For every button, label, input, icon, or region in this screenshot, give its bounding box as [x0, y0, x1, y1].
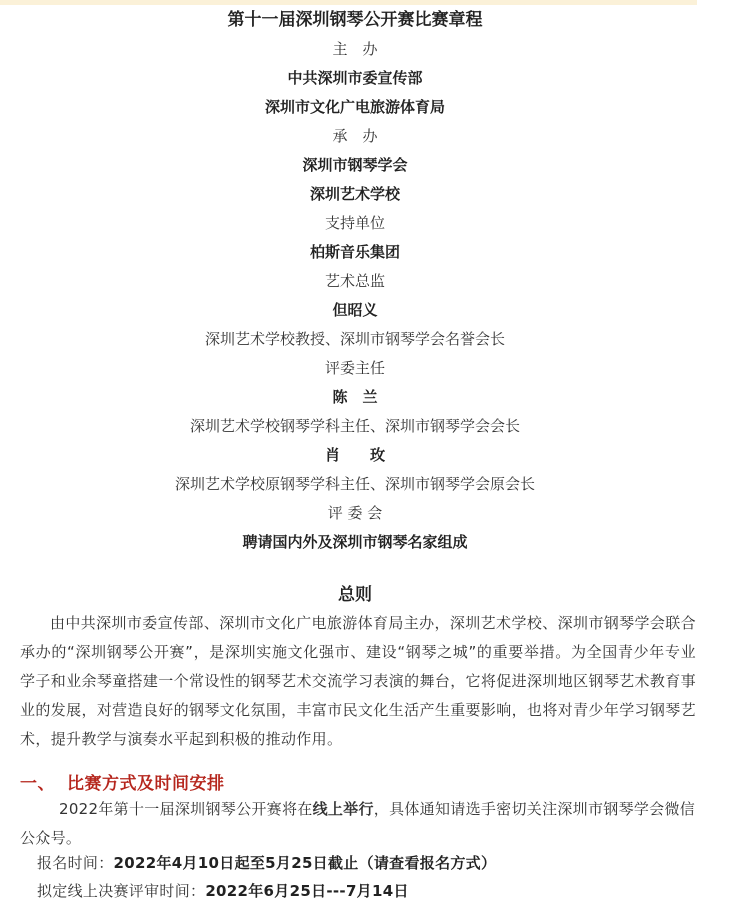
signup-time-row [37, 852, 496, 873]
jury-chair-1-name: 陈 兰 [332, 388, 378, 406]
host-name-1: 中共深圳市委宣传部 [287, 69, 423, 87]
section-1-heading [20, 769, 225, 794]
organizer-label: 承 办 [332, 127, 378, 145]
support-name: 柏斯音乐集团 [309, 243, 400, 261]
section-1-intro-bold: 线上举行 [312, 800, 374, 818]
general-heading: 总则 [338, 585, 372, 605]
final-review-row [37, 880, 409, 901]
art-director-name: 但昭义 [332, 301, 378, 319]
jury-chair-1-title: 深圳艺术学校钢琴学科主任、深圳市钢琴学会会长 [189, 417, 520, 435]
section-1-intro-a: 2022年第十一届深圳钢琴公开赛将在 [59, 800, 313, 818]
host-label: 主 办 [332, 40, 378, 58]
final-review-label: 拟定线上决赛评审时间： [37, 882, 206, 900]
section-1-title: 比赛方式及时间安排 [67, 774, 225, 794]
final-review-value: 2022年6月25日---7月14日 [205, 882, 409, 900]
jury-chair-2-name: 肖 玫 [324, 446, 385, 464]
credits-block [0, 6, 710, 557]
host-name-2: 深圳市文化广电旅游体育局 [264, 98, 445, 116]
page-title: 第十一届深圳钢琴公开赛比赛章程 [227, 10, 483, 30]
art-director-label: 艺术总监 [324, 272, 385, 290]
support-label: 支持单位 [324, 214, 385, 232]
jury-chair-label: 评委主任 [324, 359, 385, 377]
section-1-intro [20, 795, 696, 853]
jury-label: 评 委 会 [327, 504, 383, 522]
signup-time-value: 2022年4月10日起至5月25日截止（请查看报名方式） [113, 854, 497, 872]
organizer-name-1: 深圳市钢琴学会 [302, 156, 408, 174]
top-decorative-bar [0, 0, 697, 5]
jury-chair-2-title: 深圳艺术学校原钢琴学科主任、深圳市钢琴学会原会长 [174, 475, 535, 493]
organizer-name-2: 深圳艺术学校 [309, 185, 400, 203]
jury-description: 聘请国内外及深圳市钢琴名家组成 [242, 533, 468, 551]
general-paragraph: 由中共深圳市委宣传部、深圳市文化广电旅游体育局主办，深圳艺术学校、深圳市钢琴学会联合承办的“深圳钢琴公开赛”，是深圳实施文化强市、建设“钢琴之城”的重要举措。为全国青少年专业学子和业余琴童搭建一个常设性的钢琴艺术交流学习表演的舞台，它将促进深圳地区钢琴艺术教育事业的发展，对营造良好的钢琴文化氛围，丰富市民文化生活产生重要影响，也将对青少年学习钢琴艺术，提升教学与演奏水平起到积极的推动作用。 [20, 614, 696, 748]
signup-time-label: 报名时间： [37, 854, 114, 872]
section-1-intro-b: ，具体通知请选手密切关注深圳市钢琴学会微信公众号。 [20, 800, 696, 847]
section-1-number: 一、 [20, 774, 55, 794]
art-director-title: 深圳艺术学校教授、深圳市钢琴学会名誉会长 [204, 330, 505, 348]
